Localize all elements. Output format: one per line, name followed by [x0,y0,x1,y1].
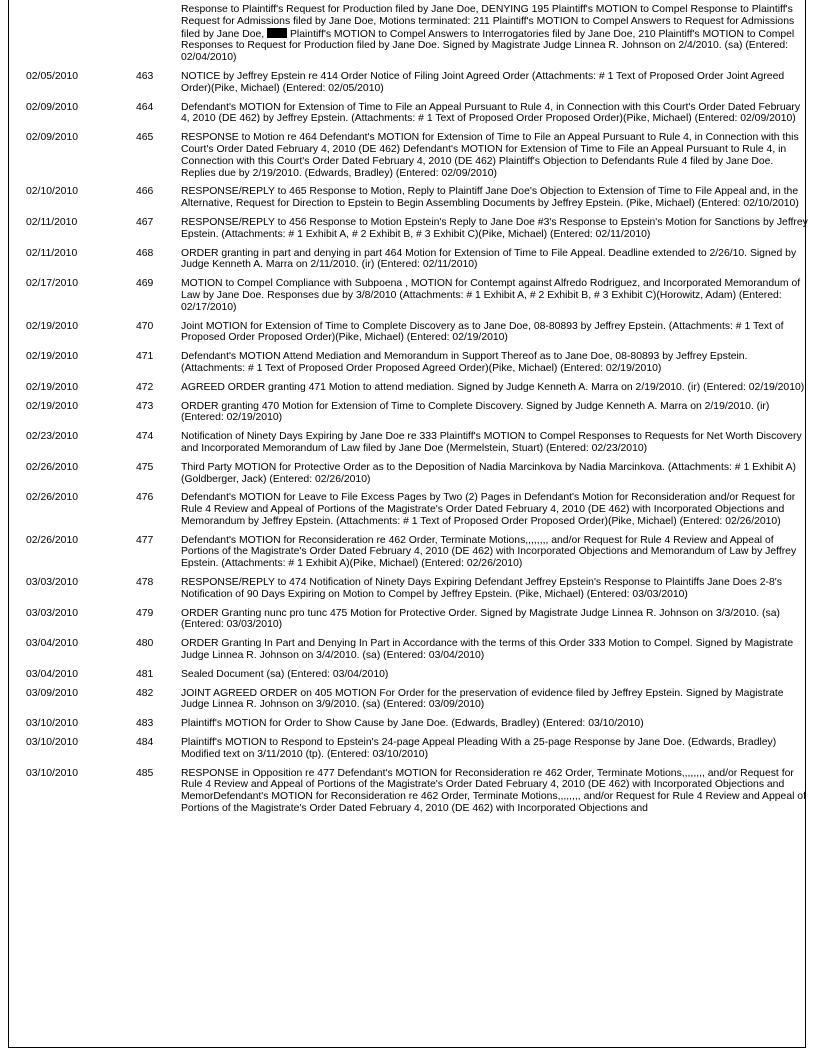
entry-number [136,4,181,71]
entry-text: ORDER granting in part and denying in part 464 Motion for Extension of Time to File Appeal. Deadline extended to 2/26/10. Signed by Judge Kenneth A. Marra on 2/11/2010. (ir) (Entered: 02/11/2010) [181,247,797,271]
entry-number: 475 [136,461,154,473]
entry-number: 476 [136,492,154,504]
entry-number: 464 [136,101,154,113]
docket-entry [16,718,810,737]
entry-date: 03/09/2010 [26,687,79,699]
docket-entry [16,382,810,401]
entry-text-after-redaction: Plaintiff's MOTION to Compel Answers to Interrogatories filed by Jane Doe, 210 Plaintiff's MOTION to Compel Responses to Request for Production filed by Jane Doe. Signed by Magistrate Judge Linnea R. Johnson on 2/4/2010. (sa) (Entered: 02/04/2010) [181,28,795,64]
entry-date: 02/19/2010 [26,351,79,363]
entry-text: RESPONSE in Opposition re 477 Defendant's MOTION for Reconsideration re 462 Order, Terminate Motions,,,,,,,, and/or Request for Rule 4 Review and Appeal of Portions of the Magistrate's Order Dated February 4, 2010 (DE 462) with Incorporated Objections and MemorDefendant's MOTION for Reconsideration re 462 Order, Terminate Motions,,,,,,,, and/or Request for Rule 4 Review and Appeal of Portions of the Magistrate's Order Dated February 4, 2010 (DE 462) with Incorporated Objections and [181,767,806,815]
docket-entry [16,71,810,102]
entry-date [16,4,136,71]
docket-entry [16,401,810,432]
entry-text: Defendant's MOTION Attend Mediation and Memorandum in Support Thereof as to Jane Doe, 08-80893 by Jeffrey Epstein. (Attachments: # 1 Text of Proposed Order Proposed Agreed Order)(Pike, Michael) (Entered: 02/19/2010) [181,351,748,374]
entry-date: 02/10/2010 [26,186,79,198]
entry-date: 02/26/2010 [26,492,79,504]
entry-text [181,4,810,71]
docket-entry [16,248,810,279]
entry-date: 02/11/2010 [26,247,78,259]
docket-entry [16,688,810,719]
entry-text: Notification of Ninety Days Expiring by Jane Doe re 333 Plaintiff's MOTION to Compel Responses to Requests for Net Worth Discovery and Incorporated Memorandum of Law filed by Jane Doe (Mermelstein, Stuart) (Entered: 02/23/2010) [181,431,802,454]
docket-entry [16,351,810,382]
entry-text: RESPONSE/REPLY to 465 Response to Motion, Reply to Plaintiff Jane Doe's Objection to Extension of Time to File Appeal and, in the Alternative, Request for Direction to Epstein to Begin Assembling Documents by Jeffrey Epstein. (Pike, Michael) (Entered: 02/10/2010) [181,186,799,210]
entry-text: RESPONSE/REPLY to 474 Notification of Ninety Days Expiring Defendant Jeffrey Epstein's Response to Plaintiffs Jane Does 2-8's Notification of 90 Days Expiring on Motion to Compel by Jeffrey Epstein. (Pike, Michael) (Entered: 03/03/2010) [181,577,782,600]
docket-entry [16,669,810,688]
entry-number: 480 [136,638,154,650]
docket-entry [16,4,810,71]
entry-text: AGREED ORDER granting 471 Motion to attend mediation. Signed by Judge Kenneth A. Marra on 2/19/2010. (ir) (Entered: 02/19/2010) [181,381,805,393]
entry-text: ORDER Granting In Part and Denying In Part in Accordance with the terms of this Order 333 Motion to Compel. Signed by Magistrate Judge Linnea R. Johnson on 3/4/2010. (sa) (Entered: 03/04/2010) [181,638,794,662]
docket-entry [16,217,810,248]
entry-number: 482 [136,687,154,699]
entry-date: 02/11/2010 [26,216,78,228]
entry-text: MOTION to Compel Compliance with Subpoena , MOTION for Contempt against Alfredo Rodriguez, and Incorporated Memorandum of Law by Jane Doe. Responses due by 3/8/2010 (Attachments: # 1 Exhibit A, # 2 Exhibit B, # 3 Exhibit C)(Horowitz, Adam) (Entered: 02/17/2010) [181,278,801,313]
docket-entry [16,186,810,217]
docket-body [16,4,810,822]
entry-number: 479 [136,607,154,619]
entry-date: 02/05/2010 [26,70,79,82]
entry-date: 03/10/2010 [26,737,79,749]
docket-entry [16,102,810,133]
entry-text: RESPONSE to Motion re 464 Defendant's MOTION for Extension of Time to File an Appeal Pursuant to Rule 4, in Connection with this Court's Order Dated February 4, 2010 (DE 462) Defendant's MOTION for Extension of Time to File an Appeal Pursuant to Rule 4, in Connection with this Court's Order Dated February 4, 2010 (DE 462) Plaintiff's Objection to Defendants Rule 4 filed by Jane Doe. Replies due by 2/19/2010. (Edwards, Bradley) (Entered: 02/09/2010) [181,132,799,179]
entry-date: 03/10/2010 [26,767,79,779]
entry-date: 03/04/2010 [26,638,79,650]
entry-number: 470 [136,320,154,332]
docket-entry [16,431,810,462]
entry-number: 463 [136,70,154,82]
entry-number: 478 [136,577,154,589]
entry-text: Defendant's MOTION for Extension of Time to File an Appeal Pursuant to Rule 4, in Connection with this Court's Order Dated February 4, 2010 (DE 462) by Jeffrey Epstein. (Attachments: # 1 Text of Proposed Order Proposed Order)(Pike, Michael) (Entered: 02/09/2010) [181,101,801,125]
docket-entry [16,492,810,534]
docket-entry [16,132,810,186]
entry-number: 471 [136,351,154,363]
entry-date: 02/23/2010 [26,431,79,443]
entry-number: 465 [136,132,154,144]
entry-text: ORDER Granting nunc pro tunc 475 Motion for Protective Order. Signed by Magistrate Judge Linnea R. Johnson on 3/3/2010. (sa) (Entered: 03/03/2010) [181,607,780,631]
entry-date: 03/03/2010 [26,577,79,589]
docket-entry [16,321,810,352]
redaction-bar [267,28,287,38]
entry-number: 483 [136,718,154,730]
docket-entry [16,608,810,639]
entry-number: 467 [136,216,154,228]
entry-number: 481 [136,668,154,680]
entry-number: 466 [136,186,154,198]
entry-text: Joint MOTION for Extension of Time to Complete Discovery as to Jane Doe, 08-80893 by Jeffrey Epstein. (Attachments: # 1 Text of Proposed Order Proposed Order)(Pike, Michael) (Entered: 02/19/2010) [181,320,784,344]
docket-entry [16,638,810,669]
entry-number: 468 [136,247,154,259]
docket-entry [16,278,810,320]
entry-date: 02/19/2010 [26,381,79,393]
entry-date: 02/26/2010 [26,534,79,546]
entry-text: ORDER granting 470 Motion for Extension of Time to Complete Discovery. Signed by Judge Kenneth A. Marra on 2/19/2010. (ir) (Entered: 02/19/2010) [181,400,770,424]
entry-date: 03/04/2010 [26,668,79,680]
entry-text: Defendant's MOTION for Reconsideration re 462 Order, Terminate Motions,,,,,,,, and/or Request for Rule 4 Review and Appeal of Portions of the Magistrate's Order Dated February 4, 2010 (DE 462) with Incorporated Objections and Memorandum of Law by Jeffrey Epstein. (Attachments: # 1 Exhibit A)(Pike, Michael) (Entered: 02/26/2010) [181,534,797,570]
entry-date: 03/03/2010 [26,607,79,619]
entry-text: Plaintiff's MOTION for Order to Show Cause by Jane Doe. (Edwards, Bradley) (Entered: 03/10/2010) [181,718,644,730]
entry-text: Third Party MOTION for Protective Order as to the Deposition of Nadia Marcinkova by Nadia Marcinkova. (Attachments: # 1 Exhibit A)(Goldberger, Jack) (Entered: 02/26/2010) [181,461,797,485]
entry-number: 473 [136,400,154,412]
entry-text: Plaintiff's MOTION to Respond to Epstein's 24-page Appeal Pleading With a 25-page Response by Jane Doe. (Edwards, Bradley) Modified text on 3/11/2010 (tp). (Entered: 03/10/2010) [181,737,777,760]
docket-table [16,4,810,822]
entry-text: NOTICE by Jeffrey Epstein re 414 Order Notice of Filing Joint Agreed Order (Attachments: # 1 Text of Proposed Order Joint Agreed Order)(Pike, Michael) (Entered: 02/05/2010) [181,70,785,94]
entry-date: 02/19/2010 [26,320,79,332]
entry-number: 474 [136,431,154,443]
entry-number: 472 [136,381,154,393]
entry-text: RESPONSE/REPLY to 456 Response to Motion Epstein's Reply to Jane Doe #3's Response to Epstein's Motion for Sanctions by Jeffrey Epstein. (Attachments: # 1 Exhibit A, # 2 Exhibit B, # 3 Exhibit C)(Pike, Michael) (Entered: 02/11/2010) [181,216,808,240]
entry-number: 477 [136,534,154,546]
docket-page [8,0,806,1048]
entry-date: 03/10/2010 [26,718,79,730]
entry-text: Sealed Document (sa) (Entered: 03/04/2010) [181,668,389,680]
entry-date: 02/09/2010 [26,101,79,113]
entry-number: 484 [136,737,154,749]
entry-date: 02/19/2010 [26,400,79,412]
docket-entry [16,577,810,608]
docket-entry [16,768,810,822]
entry-number: 469 [136,278,154,290]
docket-entry [16,462,810,493]
docket-entry [16,737,810,768]
entry-text-before-redaction: Response to Plaintiff's Request for Production filed by Jane Doe, DENYING 195 Plaintiff's MOTION to Compel Response to Plaintiff's Request for Admissions filed by Jane Doe, Motions terminated: 211 Plaintiff's MOTION to Compel Answers to Request for Admissions filed by Jane Doe, [181,4,795,40]
entry-date: 02/26/2010 [26,461,79,473]
entry-number: 485 [136,767,154,779]
entry-date: 02/17/2010 [26,278,79,290]
entry-text: Defendant's MOTION for Leave to File Excess Pages by Two (2) Pages in Defendant's Motion for Reconsideration and/or Request for Rule 4 Review and Appeal of Portions of the Magistrate's Order Dated February 4, 2010 (DE 462) with Incorporated Objections and Memorandum by Jeffrey Epstein. (Attachments: # 1 Text of Proposed Order Proposed Order)(Pike, Michael) (Entered: 02/26/2010) [181,492,796,527]
entry-text: JOINT AGREED ORDER on 405 MOTION For Order for the preservation of evidence filed by Jeffrey Epstein. Signed by Magistrate Judge Linnea R. Johnson on 3/9/2010. (sa) (Entered: 03/09/2010) [181,687,784,711]
entry-date: 02/09/2010 [26,132,79,144]
docket-entry [16,535,810,577]
